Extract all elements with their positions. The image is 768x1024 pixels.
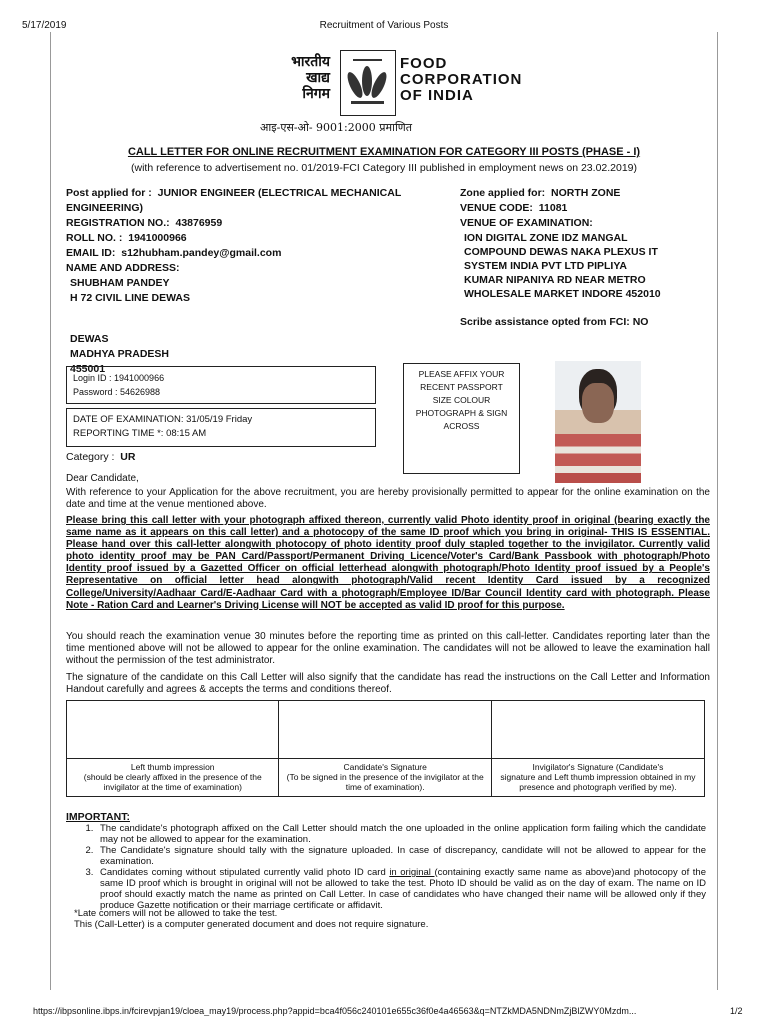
candidate-info: Post applied for : JUNIOR ENGINEER (ELECTRICAL MECHANICAL ENGINEERING) REGISTRATION NO.: 43876959 ROLL NO. : 1941000966 EMAIL ID: s12hubham.pandey@gmail.com NAME AND ADDRESS: SHUBHAM PANDEY H 72 CIVIL LINE DEWAS DEWAS MADHYA PRADESH 455001 — [66, 187, 402, 375]
thumb-impression-cell — [67, 701, 279, 759]
photo-affix-box: PLEASE AFFIX YOUR RECENT PASSPORT SIZE COLOUR PHOTOGRAPH & SIGN ACROSS — [403, 363, 520, 474]
late-comers-note: *Late comers will not be allowed to take the test. — [74, 908, 278, 919]
fci-logo — [240, 50, 530, 140]
reporting-paragraph: You should reach the examination venue 30 minutes before the reporting time as printed on this call-letter. Candidates reporting later than the time mentioned above will not be allowed to appear for the online examination. The candidates will not be allowed to leave the examination hall without the permission of the test administrator. — [66, 631, 710, 666]
page-subtitle: (with reference to advertisement no. 01/2019-FCI Category III published in employment news on 23.02.2019) — [130, 162, 638, 174]
id-proof-paragraph: Please bring this call letter with your photograph affixed thereon, currently valid Photo identity proof in original (bearing exactly the same name as it appears on this call letter) and a photocopy of the same ID proof which you bring in original- THIS IS ESSENTIAL. Please hand over this call-letter alongwith photocopy of photo identity proof duly stapled together to the invigilator. Currently valid photo identity proof may be PAN Card/Passport/Permanent Driving Licence/Voter's Card/Bank Passbook with photograph/Photo Identity proof issued by a Gazetted Officer on official letterhead alongwith photograph/Photo Identity proof issued by a People's Representative on official letter head alongwith photograph/Valid recent Identity Card issued by a recognized College/University/Aadhaar Card/E-Aadhaar Card with a photograph/Employee ID/Bar Council Identity card with photograph. Please Note - Ration Card and Learner's Driving License will NOT be accepted as valid ID proof for this purpose. — [66, 515, 710, 611]
important-heading: IMPORTANT: — [66, 811, 130, 823]
venue-info: Zone applied for: NORTH ZONE VENUE CODE: 11081 VENUE OF EXAMINATION: ION DIGITAL ZONE IDZ MANGAL COMPOUND DEWAS NAKA PLEXUS IT SYSTEM INDIA PVT LTD PIPLIYA KUMAR NIPANIYA RD NEAR METRO WHOLESALE MARKET INDORE 452010 Scribe assistance opted from FCI: NO — [460, 187, 661, 328]
print-page-title: Recruitment of Various Posts — [319, 20, 449, 31]
important-list — [66, 823, 706, 911]
candidate-photo — [555, 361, 641, 483]
login-box: Login ID : 1941000966 Password : 54626988 — [66, 366, 376, 404]
logo-hindi: भारतीय खाद्य निगम — [291, 54, 330, 102]
greeting: Dear Candidate, — [66, 473, 139, 484]
print-date: 5/17/2019 — [22, 20, 67, 31]
list-item: 1. The candidate's photograph affixed on the Call Letter should match the one uploaded in the online application form failing which the candidate may not be allowed to appear for the examination. — [96, 823, 706, 845]
page-number: 1/2 — [730, 1006, 743, 1016]
page-url: https://ibpsonline.ibps.in/fcirevpjan19/cloea_may19/process.php?appid=bca4f056c240101e655c36f0e4a46563&q=NTZkMDA5NDNmZjBlZWY0Mzdm... — [33, 1006, 637, 1016]
category: Category : UR — [66, 451, 136, 463]
list-item: 2. The Candidate's signature should tally with the signature uploaded. In case of discrepancy, candidate will not be allowed to appear for the examination. — [96, 845, 706, 867]
page-title: CALL LETTER FOR ONLINE RECRUITMENT EXAMINATION FOR CATEGORY III POSTS (PHASE - I) — [127, 146, 641, 158]
signature-paragraph: The signature of the candidate on this Call Letter will also signify that the candidate has read the instructions on the Call Letter and Information Handout carefully and agrees & accepts the terms and conditions thereof. — [66, 672, 710, 695]
logo-english: FOOD CORPORATION OF INDIA — [400, 55, 523, 104]
candidate-signature-cell — [279, 701, 491, 759]
iso-certification: आइ-एस-ओ- 9001:2000 प्रमाणित — [260, 121, 413, 134]
computer-generated-note: This (Call-Letter) is a computer generated document and does not require signature. — [74, 919, 429, 930]
intro-paragraph: With reference to your Application for the above recruitment, you are hereby provisionally permitted to appear for the online examination on the date and time at the venue mentioned above. — [66, 487, 710, 510]
signature-table: Left thumb impression (should be clearly affixed in the presence of the invigilator at the time of examination) Candidate's Signature (To be signed in the presence of the invigilator at the time of examination). Invigilator's Signature (Candidate's signature and Left thumb impression obtained in my presence and photograph verified by me). — [66, 700, 705, 797]
wheat-emblem-icon — [340, 50, 396, 116]
list-item: 3. Candidates coming without stipulated currently valid photo ID card in original (containing exactly same name as above)and photocopy of the same ID proof which is brought in original will not be allowed to take the test. Photo ID should be valid as on the day of exam. The name on ID proof should exactly match the name as printed on Call Letter. In case of candidates who have changed their name will be allowed only if they produce Gazette notification or their marriage certificate or affidavit. — [96, 867, 706, 911]
invigilator-signature-cell — [491, 701, 704, 759]
exam-date-box: DATE OF EXAMINATION: 31/05/19 Friday REPORTING TIME *: 08:15 AM — [66, 408, 376, 447]
